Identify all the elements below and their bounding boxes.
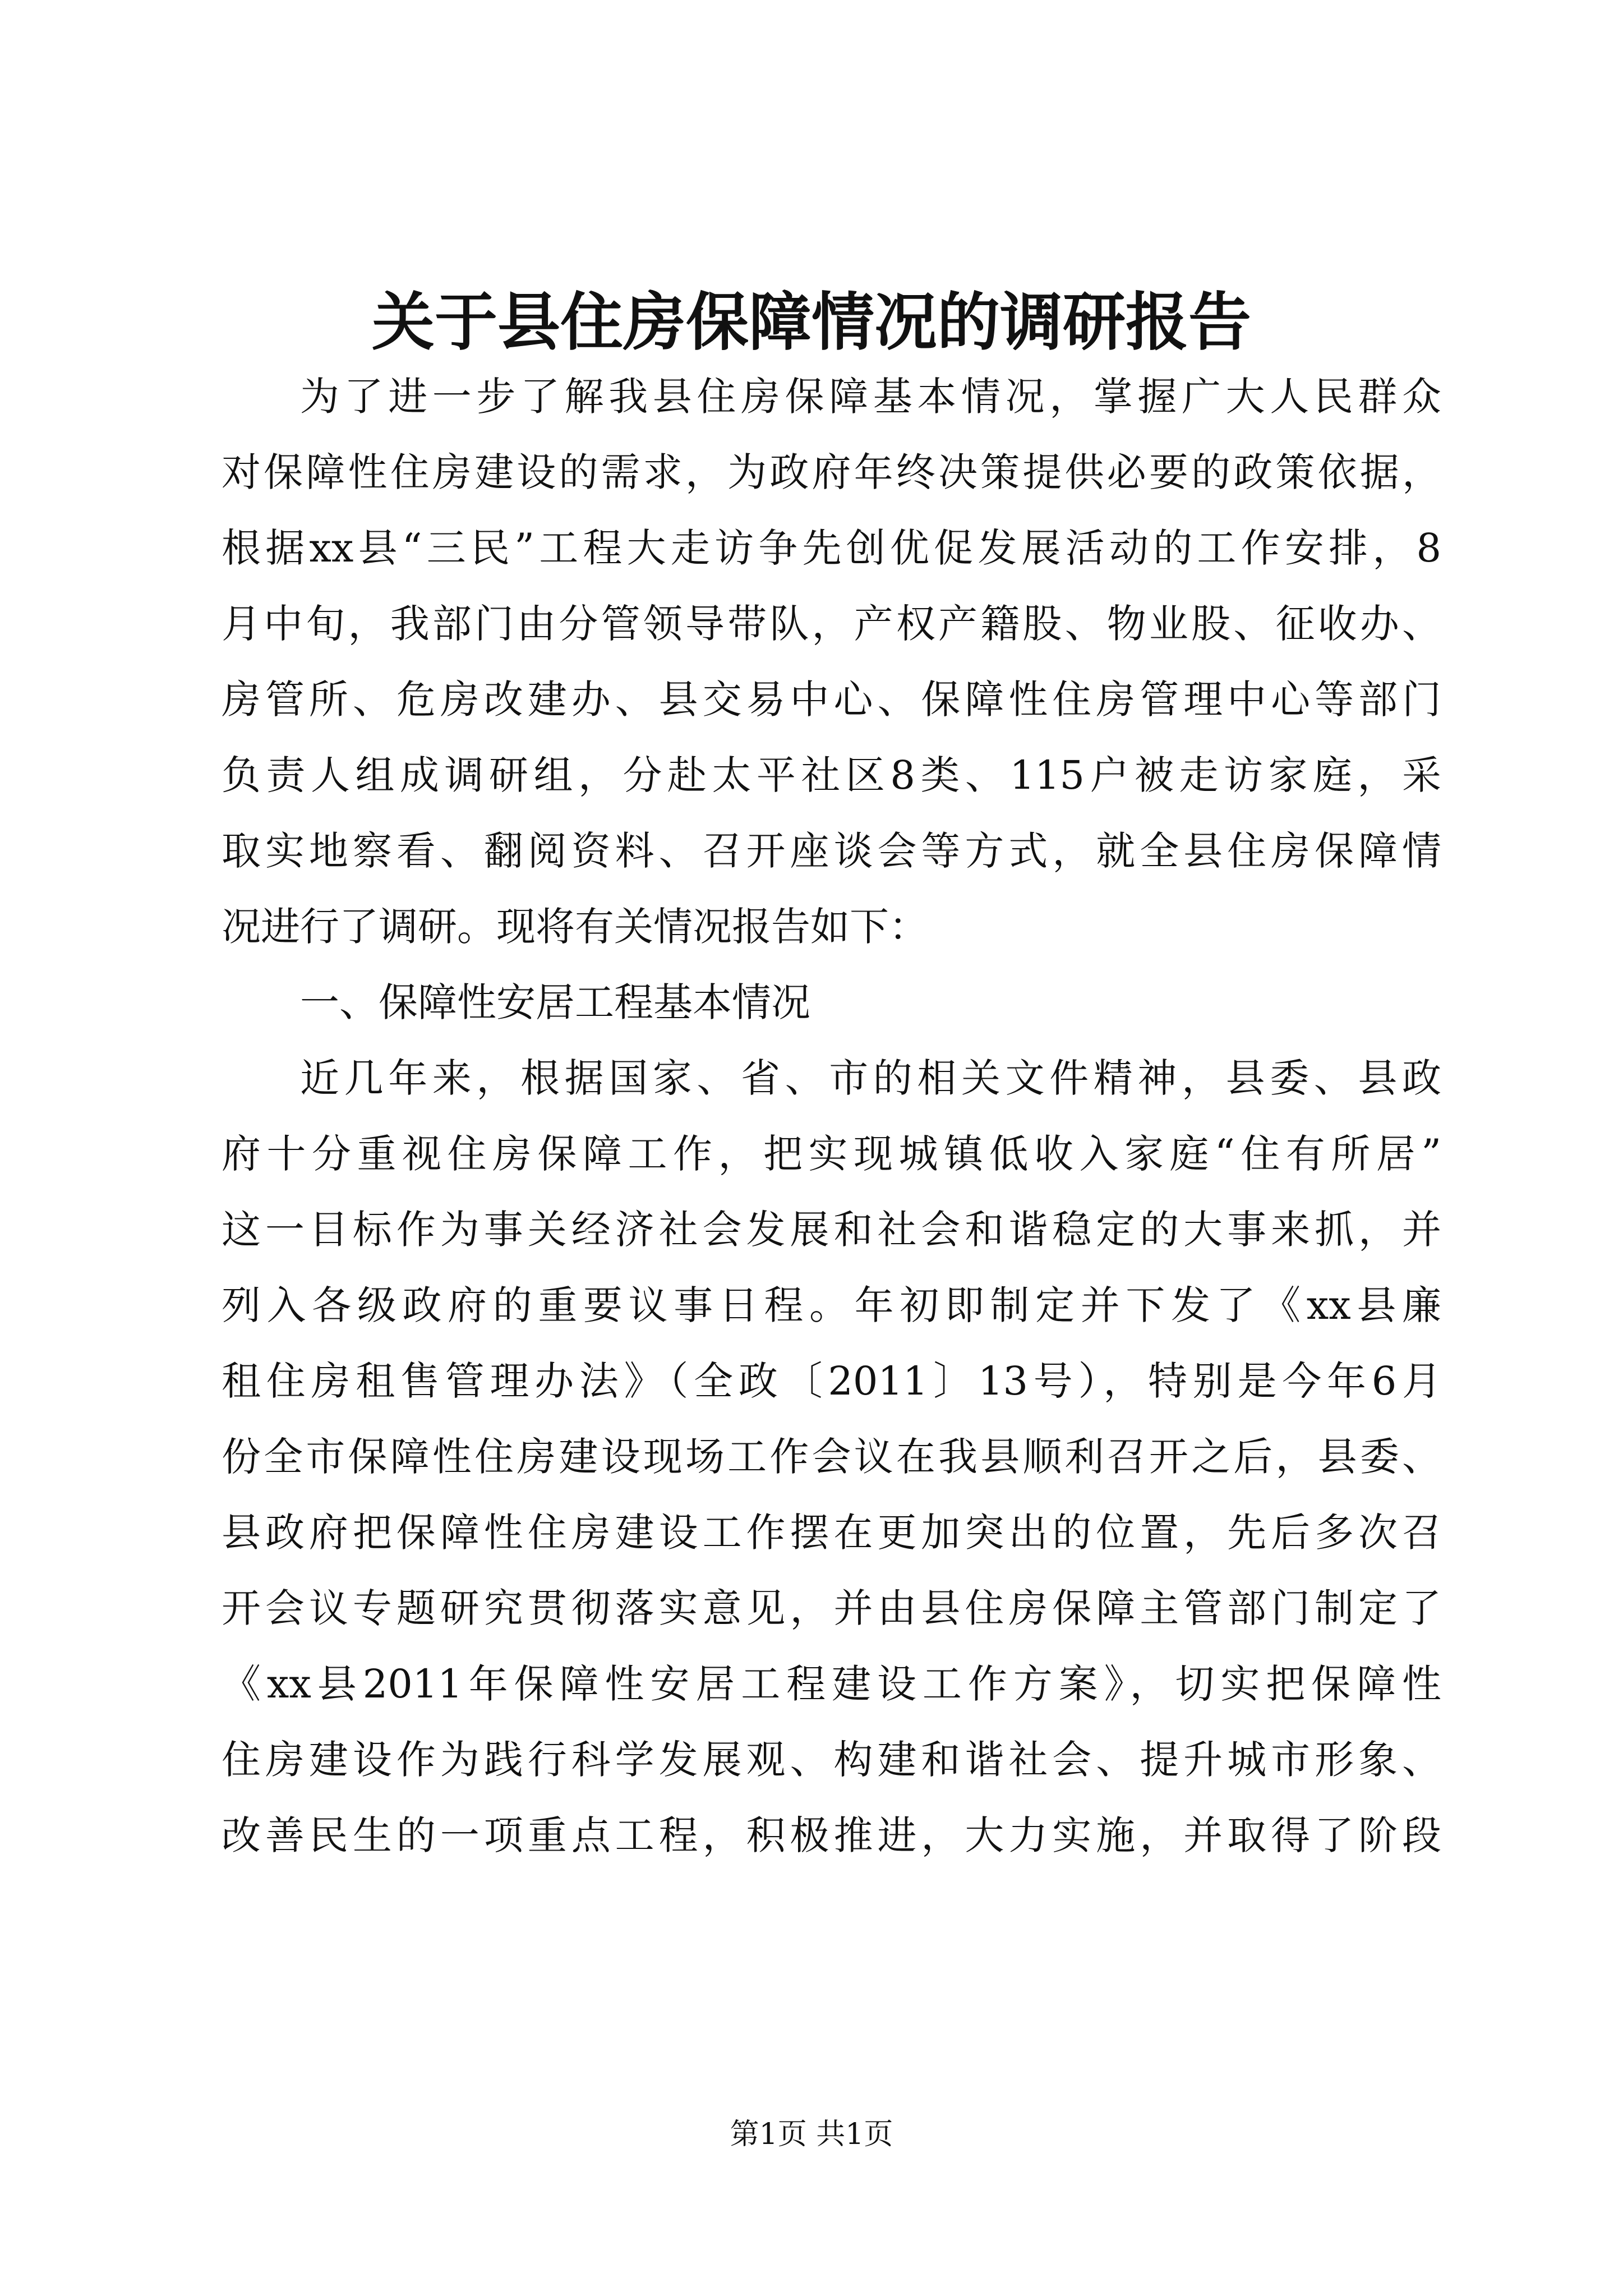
body-line: 月中旬，我部门由分管领导带队，产权产籍股、物业股、征收办、 (222, 601, 1441, 647)
body-line: 《xx县2011年保障性安居工程建设工作方案》，切实把保障性 (222, 1661, 1441, 1707)
body-line: 住房建设作为践行科学发展观、构建和谐社会、提升城市形象、 (222, 1737, 1441, 1783)
body-line: 根据xx县“三民”工程大走访争先创优促发展活动的工作安排，8 (222, 525, 1441, 571)
body-line: 这一目标作为事关经济社会发展和社会和谐稳定的大事来抓，并 (222, 1207, 1441, 1253)
body-line: 负责人组成调研组，分赴太平社区8类、115户被走访家庭，采 (222, 752, 1441, 798)
body-line: 近几年来，根据国家、省、市的相关文件精神，县委、县政 (300, 1055, 1441, 1101)
document-title: 关于县住房保障情况的调研报告 (372, 286, 1251, 359)
body-line: 改善民生的一项重点工程，积极推进，大力实施，并取得了阶段 (222, 1812, 1441, 1858)
page-footer: 第1页 共1页 (730, 2118, 893, 2151)
section-heading: 一、保障性安居工程基本情况 (300, 979, 810, 1025)
document-body (222, 359, 1441, 1874)
body-line: 为了进一步了解我县住房保障基本情况，掌握广大人民群众 (300, 374, 1441, 420)
body-line: 列入各级政府的重要议事日程。年初即制定并下发了《xx县廉 (222, 1282, 1441, 1328)
body-line: 开会议专题研究贯彻落实意见，并由县住房保障主管部门制定了 (222, 1585, 1441, 1631)
body-line: 对保障性住房建设的需求，为政府年终决策提供必要的政策依据， (222, 449, 1441, 495)
body-line: 份全市保障性住房建设现场工作会议在我县顺利召开之后，县委、 (222, 1434, 1441, 1480)
body-line: 况进行了调研。现将有关情况报告如下： (222, 904, 928, 950)
body-line: 房管所、危房改建办、县交易中心、保障性住房管理中心等部门 (222, 677, 1441, 723)
body-line: 租住房租售管理办法》（全政〔2011〕13号），特别是今年6月 (222, 1358, 1441, 1404)
body-line: 府十分重视住房保障工作，把实现城镇低收入家庭“住有所居” (222, 1131, 1441, 1177)
body-line: 取实地察看、翻阅资料、召开座谈会等方式，就全县住房保障情 (222, 828, 1441, 874)
body-line: 县政府把保障性住房建设工作摆在更加突出的位置，先后多次召 (222, 1510, 1441, 1556)
